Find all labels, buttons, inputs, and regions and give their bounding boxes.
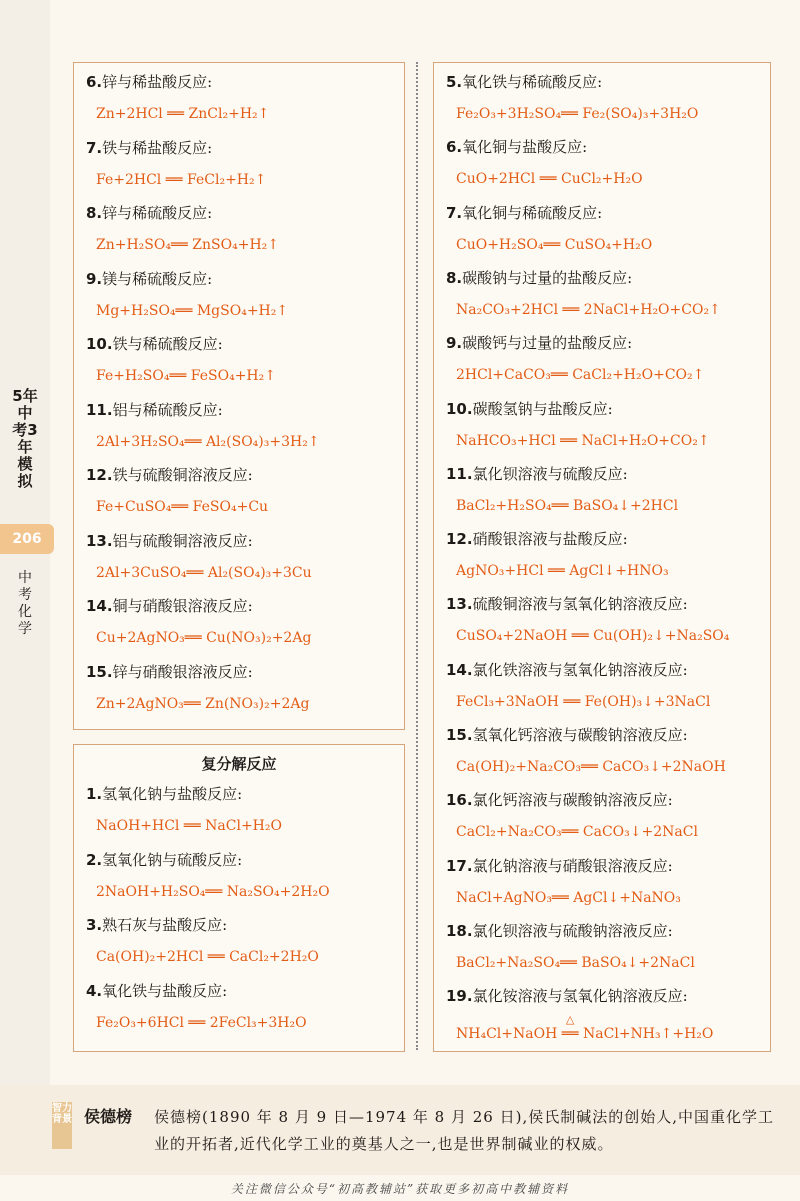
reaction-question xyxy=(86,71,396,93)
reaction-text: 氧化铜与盐酸反应: xyxy=(462,138,588,157)
reaction-equation: Cu+2AgNO₃══ Cu(NO₃)₂+2Ag xyxy=(96,630,312,646)
reaction-text: 氯化钡溶液与硫酸反应: xyxy=(472,464,628,483)
footer-person-name: 侯德榜 xyxy=(84,1107,133,1126)
reaction-question xyxy=(446,332,762,354)
reaction-entry xyxy=(86,137,396,191)
reaction-equation: Zn+2AgNO₃══ Zn(NO₃)₂+2Ag xyxy=(96,695,310,712)
reaction-question xyxy=(446,985,762,1007)
reaction-equation: CuO+H₂SO₄══ CuSO₄+H₂O xyxy=(456,236,653,253)
reaction-number: 13. xyxy=(446,595,473,614)
left-top-box xyxy=(73,62,405,730)
reaction-number: 3. xyxy=(86,916,103,934)
reaction-text: 氯化铵溶液与氢氧化钠溶液反应: xyxy=(472,987,688,1006)
reaction-equation: CuSO₄+2NaOH ══ Cu(OH)₂↓+Na₂SO₄ xyxy=(456,628,730,645)
reaction-equation: Mg+H₂SO₄══ MgSO₄+H₂↑ xyxy=(96,302,289,319)
reaction-text: 铁与稀硫酸反应: xyxy=(112,335,223,353)
reaction-text: 氯化钙溶液与碳酸钠溶液反应: xyxy=(472,791,673,810)
reaction-text: 铁与硫酸铜溶液反应: xyxy=(112,466,253,484)
section-title: 复分解反应 xyxy=(201,755,277,773)
reaction-entry xyxy=(86,530,396,584)
reaction-question xyxy=(446,463,762,485)
reaction-text: 熟石灰与盐酸反应: xyxy=(102,916,228,934)
reaction-equation: BaCl₂+Na₂SO₄══ BaSO₄↓+2NaCl xyxy=(456,954,695,971)
reaction-entry xyxy=(86,464,396,518)
left-bottom-box xyxy=(73,744,405,1052)
reaction-question xyxy=(86,980,396,1002)
reaction-question xyxy=(446,528,762,550)
reaction-question xyxy=(86,268,396,290)
reaction-entry xyxy=(86,268,396,322)
reaction-equation: NaHCO₃+HCl ══ NaCl+H₂O+CO₂↑ xyxy=(456,432,710,449)
reaction-entry xyxy=(446,332,762,386)
footer-tag: 智力背景 xyxy=(52,1102,72,1149)
reaction-question xyxy=(446,659,762,681)
reaction-text: 铝与稀硫酸反应: xyxy=(112,400,223,419)
reaction-number: 6. xyxy=(86,73,103,91)
reaction-equation: Fe+2HCl ══ FeCl₂+H₂↑ xyxy=(96,171,267,188)
reaction-number: 14. xyxy=(86,597,113,615)
reaction-entry xyxy=(446,528,762,582)
reaction-number: 10. xyxy=(446,399,473,418)
reaction-equation: Zn+2HCl ══ ZnCl₂+H₂↑ xyxy=(96,106,270,122)
reaction-equation: Fe₂O₃+6HCl ══ 2FeCl₃+3H₂O xyxy=(96,1014,307,1031)
reaction-text: 碳酸钠与过量的盐酸反应: xyxy=(462,268,633,287)
reaction-number: 8. xyxy=(446,268,463,287)
reaction-number: 11. xyxy=(446,464,473,483)
footer-note: 关注微信公众号“初高教辅站”获取更多初高中教辅资料 xyxy=(230,1182,570,1196)
reaction-entry xyxy=(86,202,396,256)
reaction-text: 锌与稀硫酸反应: xyxy=(102,204,213,222)
reaction-number: 9. xyxy=(86,269,103,288)
reaction-text: 氯化钡溶液与硫酸钠溶液反应: xyxy=(472,921,673,940)
reaction-text: 铜与硝酸银溶液反应: xyxy=(112,597,253,615)
reaction-number: 12. xyxy=(446,530,473,549)
reaction-text: 氢氧化钠与盐酸反应: xyxy=(102,785,243,803)
reaction-equation: FeCl₃+3NaOH ══ Fe(OH)₃↓+3NaCl xyxy=(456,693,711,710)
reaction-question xyxy=(86,333,396,355)
reaction-question xyxy=(446,71,762,93)
reaction-question xyxy=(86,661,396,683)
reaction-equation: Ca(OH)₂+2HCl ══ CaCl₂+2H₂O xyxy=(96,949,319,965)
reaction-text: 碳酸钙与过量的盐酸反应: xyxy=(462,334,633,353)
reaction-number: 6. xyxy=(446,138,463,157)
reaction-number: 5. xyxy=(446,73,463,91)
reaction-text: 氧化铁与稀硫酸反应: xyxy=(462,73,603,91)
reaction-equation: Zn+H₂SO₄══ ZnSO₄+H₂↑ xyxy=(96,237,279,253)
reaction-number: 15. xyxy=(446,726,473,744)
reaction-number: 7. xyxy=(86,138,103,157)
reaction-entry xyxy=(446,855,762,909)
reaction-entry xyxy=(446,71,762,125)
reaction-text: 氧化铁与盐酸反应: xyxy=(102,981,228,1000)
reaction-equation: 2HCl+CaCO₃══ CaCl₂+H₂O+CO₂↑ xyxy=(456,367,705,384)
reaction-question xyxy=(86,399,396,421)
reaction-number: 16. xyxy=(446,791,473,810)
reaction-equation: CaCl₂+Na₂CO₃══ CaCO₃↓+2NaCl xyxy=(456,824,698,841)
book-title: 5年中考3年模拟 xyxy=(12,387,38,490)
reaction-equation: 2NaOH+H₂SO₄══ Na₂SO₄+2H₂O xyxy=(96,883,330,900)
reaction-entry xyxy=(446,593,762,647)
reaction-number: 19. xyxy=(446,987,473,1006)
reaction-equation: NaOH+HCl ══ NaCl+H₂O xyxy=(96,818,282,834)
reaction-entry xyxy=(446,985,762,1045)
reaction-question xyxy=(86,464,396,486)
reaction-equation: NH₄Cl+NaOH △ ══ NaCl+NH₃↑+H₂O xyxy=(446,1023,762,1045)
reaction-number: 7. xyxy=(446,203,463,222)
reaction-number: 9. xyxy=(446,334,463,353)
reaction-number: 11. xyxy=(86,400,113,419)
reaction-question xyxy=(446,789,762,811)
reaction-text: 镁与稀硫酸反应: xyxy=(102,269,213,288)
reaction-text: 氧化铜与稀硫酸反应: xyxy=(462,203,603,222)
reaction-text: 铁与稀盐酸反应: xyxy=(102,138,213,157)
reaction-text: 硝酸银溶液与盐酸反应: xyxy=(472,530,628,549)
reaction-entry xyxy=(86,595,396,649)
heat-condition: △ ══ xyxy=(561,1013,579,1043)
reaction-equation: NaCl+AgNO₃══ AgCl↓+NaNO₃ xyxy=(456,889,681,906)
reaction-question xyxy=(446,398,762,420)
reaction-number: 12. xyxy=(86,466,113,484)
reaction-question xyxy=(446,724,762,746)
reaction-number: 1. xyxy=(86,785,103,803)
reaction-equation: Fe+CuSO₄══ FeSO₄+Cu xyxy=(96,499,269,515)
reaction-question xyxy=(446,920,762,942)
footer-bio: 侯德榜(1890 年 8 月 9 日—1974 年 8 月 26 日),侯氏制碱法的创始人,中国重化学工业的开拓者,近代化学工业的奠基人之一,也是世界制碱业的权威。 xyxy=(154,1108,774,1153)
reaction-number: 14. xyxy=(446,660,473,679)
reaction-text: 硫酸铜溶液与氢氧化钠溶液反应: xyxy=(472,595,688,614)
reaction-question xyxy=(446,593,762,615)
reaction-number: 4. xyxy=(86,981,103,1000)
reaction-number: 15. xyxy=(86,662,113,681)
reaction-entry xyxy=(446,398,762,452)
reaction-question xyxy=(86,137,396,159)
reaction-entry xyxy=(86,914,396,968)
reaction-entry xyxy=(446,267,762,321)
reaction-entry xyxy=(86,333,396,387)
reaction-equation: Ca(OH)₂+Na₂CO₃══ CaCO₃↓+2NaOH xyxy=(456,759,726,775)
reaction-number: 2. xyxy=(86,850,103,869)
reaction-text: 铝与硫酸铜溶液反应: xyxy=(112,531,253,550)
column-divider xyxy=(416,62,418,1050)
reaction-entry xyxy=(86,399,396,453)
reaction-number: 18. xyxy=(446,921,473,940)
reaction-equation: BaCl₂+H₂SO₄══ BaSO₄↓+2HCl xyxy=(456,497,679,514)
reaction-number: 17. xyxy=(446,856,473,875)
reaction-question xyxy=(86,849,396,871)
reaction-question xyxy=(446,855,762,877)
reaction-question xyxy=(446,202,762,224)
reaction-number: 13. xyxy=(86,531,113,550)
reaction-equation: CuO+2HCl ══ CuCl₂+H₂O xyxy=(456,171,643,188)
reaction-equation: Na₂CO₃+2HCl ══ 2NaCl+H₂O+CO₂↑ xyxy=(456,301,721,318)
subject-label: 中考化学 xyxy=(18,570,32,637)
reaction-equation: 2Al+3H₂SO₄══ Al₂(SO₄)₃+3H₂↑ xyxy=(96,433,320,450)
reaction-entry xyxy=(86,783,396,837)
reaction-text: 锌与稀盐酸反应: xyxy=(102,73,213,91)
reaction-text: 氢氧化钠与硫酸反应: xyxy=(102,850,243,869)
reaction-number: 8. xyxy=(86,204,103,222)
reaction-entry xyxy=(86,849,396,903)
reaction-text: 碳酸氢钠与盐酸反应: xyxy=(472,399,613,418)
reaction-entry xyxy=(446,202,762,256)
reaction-entry xyxy=(86,661,396,715)
reaction-equation: AgNO₃+HCl ══ AgCl↓+HNO₃ xyxy=(456,563,669,580)
reaction-entry xyxy=(446,920,762,974)
reaction-equation: Fe₂O₃+3H₂SO₄══ Fe₂(SO₄)₃+3H₂O xyxy=(456,106,699,122)
right-box xyxy=(433,62,771,1052)
reaction-number: 10. xyxy=(86,335,113,353)
reaction-text: 氢氧化钙溶液与碳酸钠溶液反应: xyxy=(472,726,688,744)
reaction-entry xyxy=(446,789,762,843)
reaction-question xyxy=(446,267,762,289)
reaction-entry xyxy=(446,136,762,190)
reaction-question xyxy=(446,136,762,158)
reaction-question xyxy=(86,202,396,224)
reaction-entry xyxy=(446,659,762,713)
reaction-text: 锌与硝酸银溶液反应: xyxy=(112,662,253,681)
reaction-question xyxy=(86,914,396,936)
reaction-entry xyxy=(446,463,762,517)
reaction-question xyxy=(86,783,396,805)
reaction-entry xyxy=(86,980,396,1034)
reaction-text: 氯化铁溶液与氢氧化钠溶液反应: xyxy=(472,660,688,679)
reaction-question xyxy=(86,530,396,552)
reaction-equation: 2Al+3CuSO₄══ Al₂(SO₄)₃+3Cu xyxy=(96,564,312,581)
reaction-equation: Fe+H₂SO₄══ FeSO₄+H₂↑ xyxy=(96,368,276,384)
reaction-text: 氯化钠溶液与硝酸银溶液反应: xyxy=(472,856,673,875)
reaction-entry xyxy=(86,71,396,125)
reaction-entry xyxy=(446,724,762,778)
page-number: 206 xyxy=(0,524,54,554)
reaction-question xyxy=(86,595,396,617)
